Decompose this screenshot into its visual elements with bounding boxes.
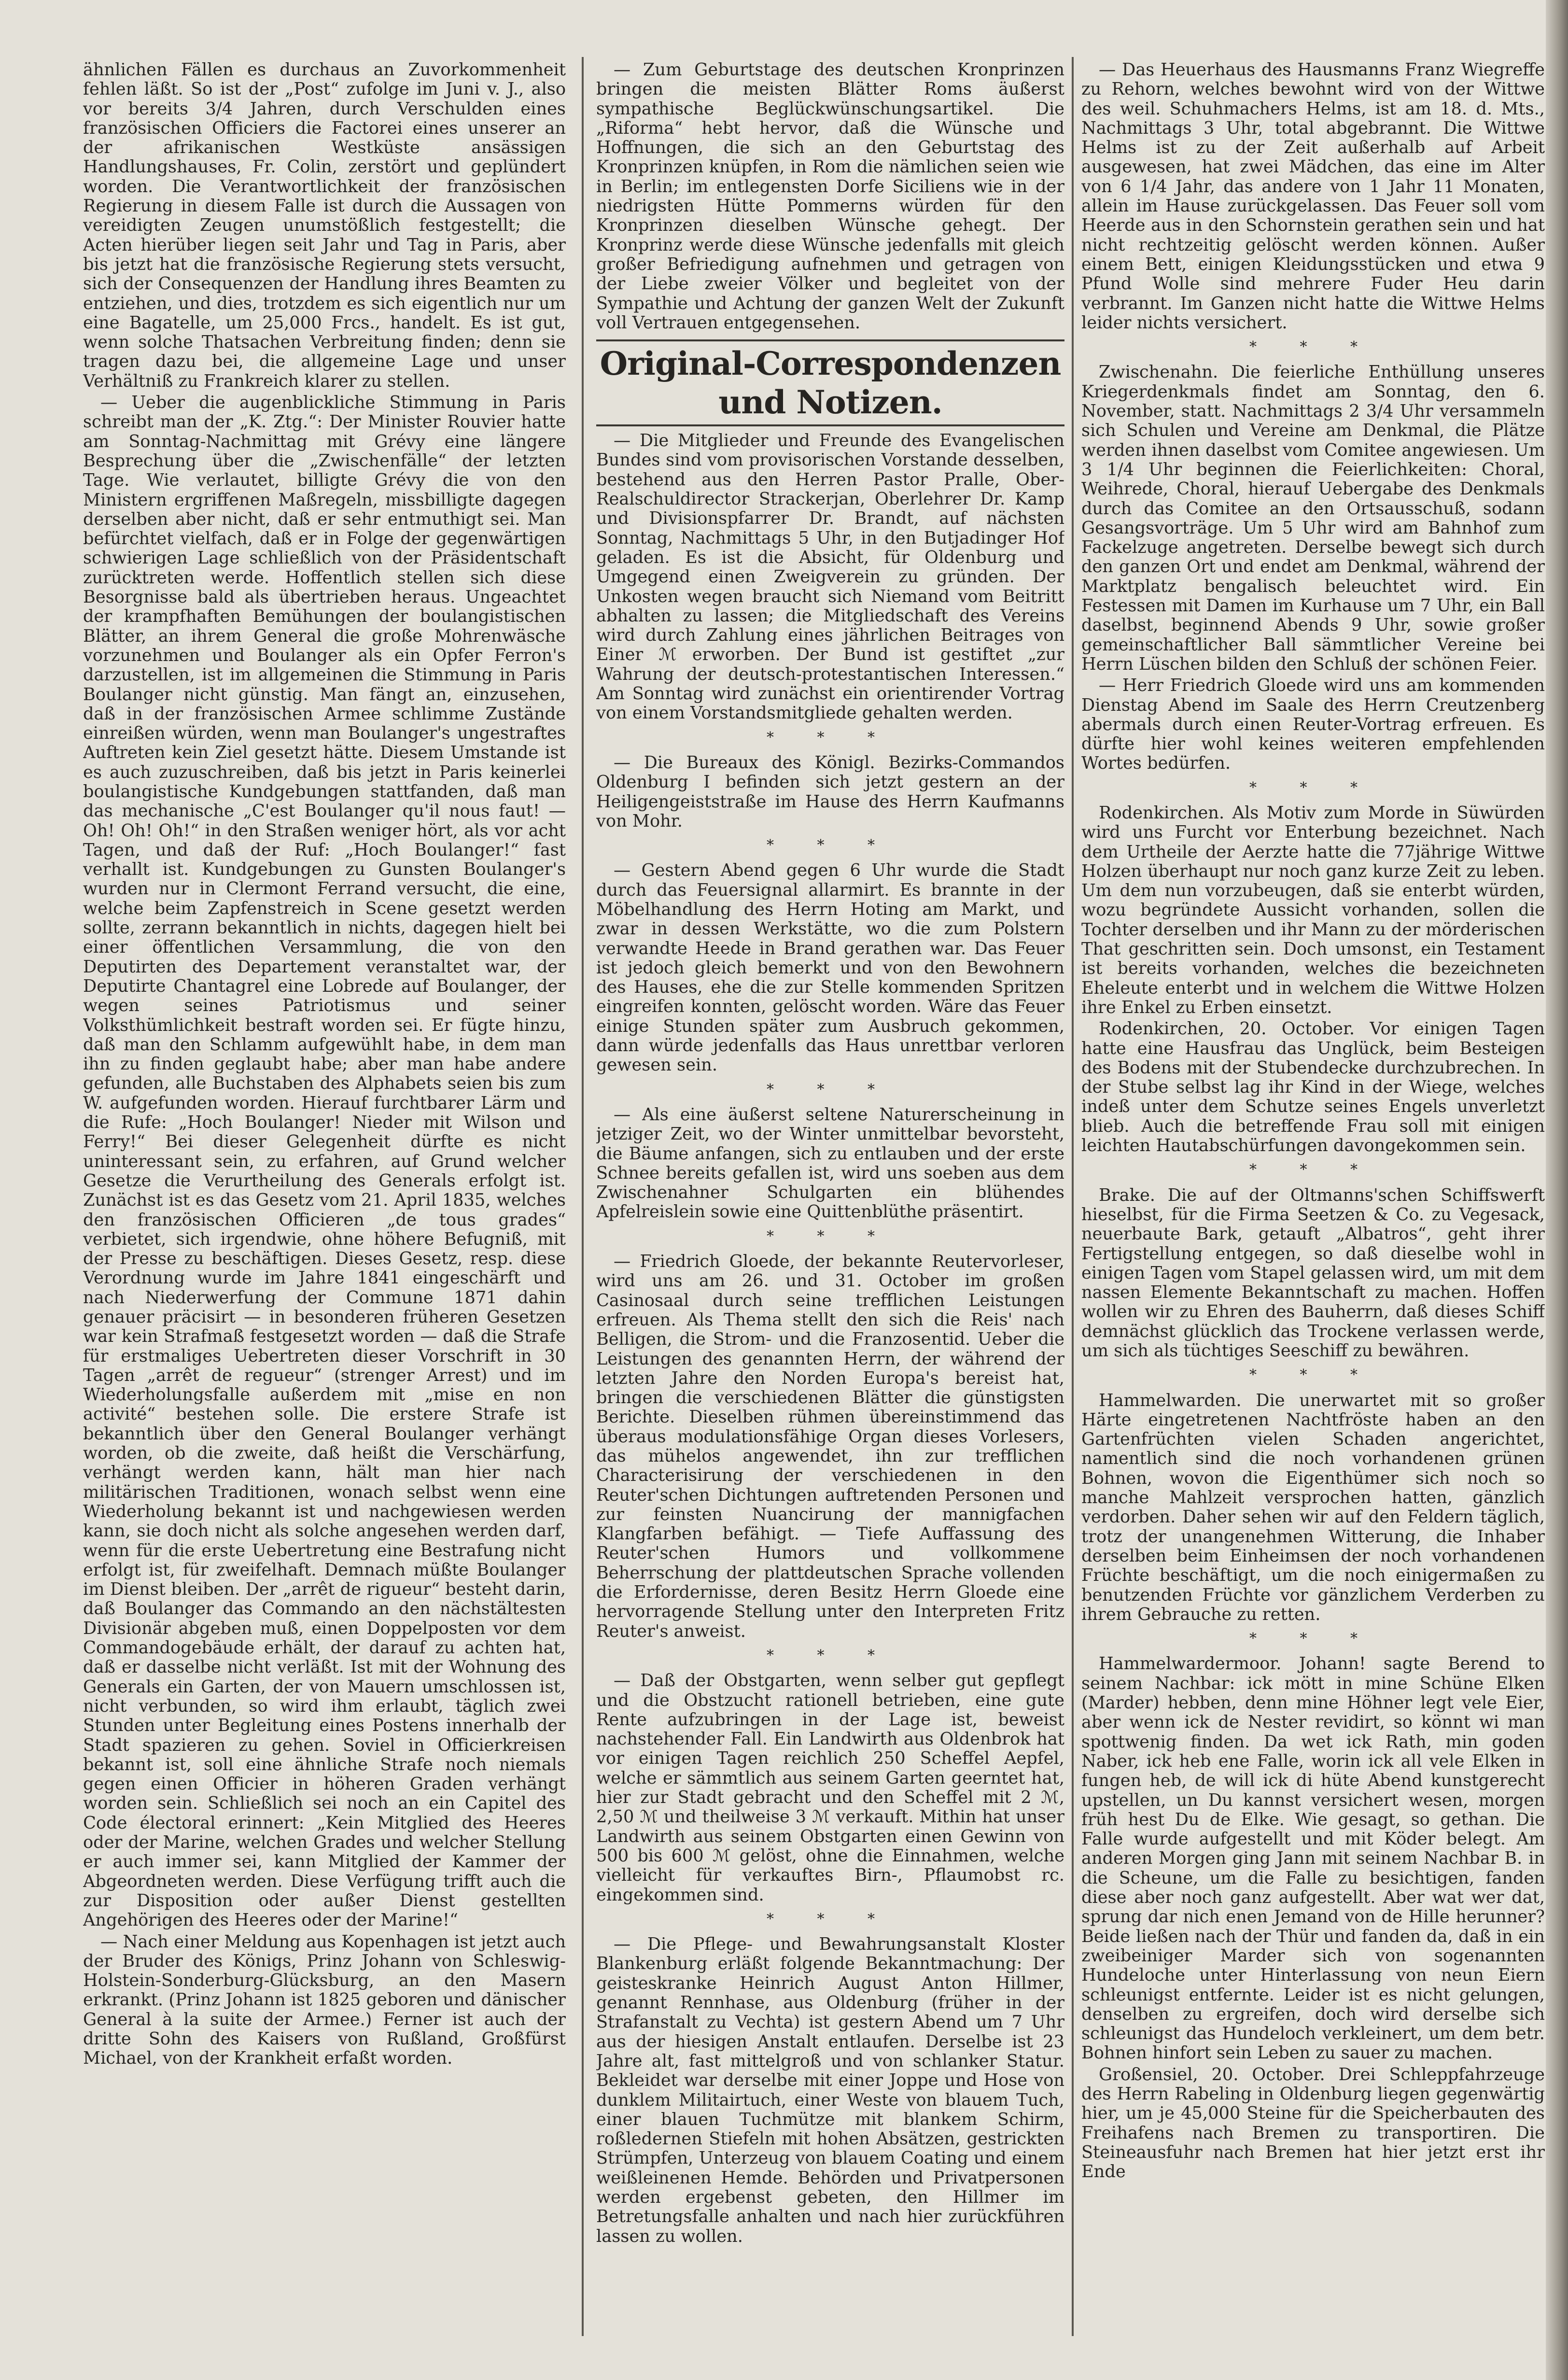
news-item: Großensiel, 20. October. Drei Schleppfahrzeuge des Herrn Rabeling in Oldenburg liegen gegenwärtig hier, um je 45,000 Steine für die Speicherbauten des Freihafens nach Bremen zu transportiren. Die Steineausfuhr nach Bremen hat hier jetzt erst ihr Ende xyxy=(1081,2064,1545,2182)
news-item: — Daß der Obstgarten, wenn selber gut gepflegt und die Obstzucht rationell betrieben, eine gute Rente aufzubringen in der Lage ist, beweist nachstehender Fall. Ein Landwirth aus Oldenbrok hat vor einigen Tagen reichlich 250 Scheffel Aepfel, welche er sämmtlich aus seinem Garten geerntet hat, hier zur Stadt gebracht und den Scheffel mit 2 ℳ, 2,50 ℳ und theilweise 3 ℳ verkauft. Mithin hat unser Landwirth aus seinem Obstgarten einen Gewinn von 500 bis 600 ℳ gelöst, ohne die Einnahmen, welche vielleicht für verkauftes Birn-, Pflaumobst rc. eingekommen sind. xyxy=(596,1671,1064,1905)
paragraph: — Ueber die augenblickliche Stimmung in Paris schreibt man der „K. Ztg.“: Der Minister Rouvier hatte am Sonntag-Nachmittag mit Grévy eine längere Besprechung über die „Zwischenfälle“ der letzten Tage. Wie verlautet, billigte Grévy die von den Ministern ergriffenen Maßregeln, missbilligte dagegen derselben aber nicht, daß er sehr entmuthigt sei. Man befürchtet vielfach, daß er in Folge der gegenwärtigen schwierigen Lage schließlich von der Präsidentschaft zurücktreten werde. Hoffentlich stellen sich diese Besorgnisse bald als übertrieben heraus. Ungeachtet der krampfhaften Bemühungen der boulangistischen Blätter, an ihrem General die große Mohrenwäsche vorzunehmen und Boulanger als ein Opfer Ferron's darzustellen, ist im allgemeinen die Stimmung in Paris Boulanger nicht günstig. Man fängt an, einzusehen, daß in der französischen Armee schlimme Zustände einreißen würden, wenn man Boulanger's ungestraftes Auftreten kein Ziel gesetzt hätte. Diesem Umstande ist es auch zuzuschreiben, daß bis jetzt in Paris keinerlei boulangistische Kundgebungen stattfanden, daß man das mechanische „C'est Boulanger qu'il nous faut! — Oh! Oh! Oh!“ in den Straßen weniger hört, als vor acht Tagen, und daß der Ruf: „Hoch Boulanger!“ fast verhallt ist. Kundgebungen zu Gunsten Boulanger's wurden nur in Clermont Ferrand versucht, die eine, welche beim Zapfenstreich in Scene gesetzt werden sollte, zerrann bekanntlich in nichts, dagegen hielt bei einer öffentlichen Versammlung, die von den Deputirten des Departement veranstaltet war, der Deputirte Chantagrel eine Lobrede auf Boulanger, der wegen seines Patriotismus und seiner Volksthümlichkeit bestraft worden sei. Er fügte hinzu, daß man den Schlamm aufgewühlt habe, in dem man ihn zu finden geglaubt habe; aber man habe andere gefunden, alle Buchstaben des Alphabets seien bis zum W. aufgefunden worden. Hierauf furchtbarer Lärm und die Rufe: „Hoch Boulanger! Nieder mit Wilson und Ferry!“ Bei dieser Gelegenheit dürfte es nicht uninteressant sein, zu erfahren, auf Grund welcher Gesetze die Verurtheilung des Generals erfolgt ist. Zunächst ist es das Gesetz vom 21. April 1835, welches den französischen Officieren „de tous grades“ verbietet, sich irgendwie, ohne höhere Befugniß, mit der Presse zu beschäftigen. Dieses Gesetz, resp. diese Verordnung wurde im Jahre 1841 eingeschärft und nach Niederwerfung der Commune 1871 dahin genauer präcisirt — in besonderen früheren Gesetzen war kein Strafmaß festgesetzt worden — daß die Strafe für erstmaliges Uebertreten dieser Vorschrift in 30 Tagen „arrêt de regueur“ (strenger Arrest) und im Wiederholungsfalle außerdem mit „mise en non activité“ bestehen solle. Die erstere Strafe ist bekanntlich über den General Boulanger verhängt worden, ob die zweite, daß heißt die Verschärfung, verhängt werden kann, hält man hier nach militärischen Traditionen, wonach selbst wenn eine Wiederholung bekannt ist und nachgewiesen werden kann, sie doch nicht als solche angesehen werden darf, wenn für die erste Uebertretung eine Bestrafung nicht erfolgt ist, für zweifelhaft. Demnach müßte Boulanger im Dienst bleiben. Der „arrêt de rigueur“ besteht darin, daß Boulanger das Commando an den nächstältesten Divisionär abgeben muß, einen Doppelposten vor dem Commandogebäude erhält, der darauf zu achten hat, daß er dasselbe nicht verläßt. Ist mit der Wohnung des Generals ein Garten, der von Mauern umschlossen ist, nicht verbunden, so wird ihm erlaubt, täglich zwei Stunden unter Begleitung eines Postens innerhalb der Stadt spazieren zu gehen. Soviel in Officierkreisen bekannt ist, soll eine ähnliche Strafe noch niemals gegen einen Officier in höheren Graden verhängt worden sein. Schließlich sei noch an ein Capitel des Code électoral erinnert: „Kein Mitglied des Heeres oder der Marine, welchen Grades und welcher Stellung er auch immer sei, kann Mitglied der Kammer der Abgeordneten werden. Diese Verfügung trifft auch die zur Disposition oder außer Dienst gestellten Angehörigen des Heeres oder der Marine!“ xyxy=(83,393,566,1930)
news-item: Rodenkirchen, 20. October. Vor einigen Tagen hatte eine Hausfrau das Unglück, beim Besteigen des Bodens mit der Stubendecke durchzubrechen. In der Stube selbst lag ihr Kind in der Wiege, welches indeß unter dem Schutze seines Engels unverletzt blieb. Auch die betreffende Frau soll mit einigen leichten Hautabschürfungen davongekommen sein. xyxy=(1081,1019,1545,1156)
separator: * * * xyxy=(766,729,895,746)
news-item: — Als eine äußerst seltene Naturerscheinung in jetziger Zeit, wo der Winter unmittelbar bevorsteht, die Bäume anfangen, sich zu entlauben und der erste Schnee bereits gefallen ist, wird uns soeben aus dem Zwischenahner Schulgarten ein blühendes Apfelreislein sowie eine Quittenblüthe präsentirt. xyxy=(596,1104,1064,1222)
column-1 xyxy=(83,60,566,2325)
separator: * * * xyxy=(766,837,895,854)
separator: * * * xyxy=(1249,779,1377,796)
column-2 xyxy=(596,60,1064,2325)
separator: * * * xyxy=(1249,1630,1377,1648)
page-edge-shadow xyxy=(1546,0,1568,2380)
separator: * * * xyxy=(766,1910,895,1928)
news-item: Rodenkirchen. Als Motiv zum Morde in Süwürden wird uns Furcht vor Enterbung bezeichnet. Nach dem Urtheile der Aerzte hatte die 77jährige Wittwe Holzen überhaupt nur noch ganz kurze Zeit zu leben. Um dem nun vorzubeugen, daß sie enterbt würden, wozu begründete Aussicht vorhanden, sollen die Tochter derselben und ihr Mann zu der mörderischen That geschritten sein. Doch umsonst, ein Testament ist bereits vorhanden, welches die bezeichneten Eheleute enterbt und in welchem die Wittwe Holzen ihre Enkel zu Erben einsetzt. xyxy=(1081,803,1545,1017)
paragraph: ähnlichen Fällen es durchaus an Zuvorkommenheit fehlen läßt. So ist der „Post“ zufolge im Juni v. J., also vor bereits 3/4 Jahren, durch Verschulden eines französischen Officiers die Factorei eines unserer an der afrikanischen Westküste ansässigen Handlungshauses, Fr. Colin, zerstört und geplündert worden. Die Verantwortlichkeit der französischen Regierung in diesem Falle ist durch die Aussagen von vereidigten Zeugen unumstößlich festgestellt; die Acten hierüber liegen seit Jahr und Tag in Paris, aber bis jetzt hat die französische Regierung stets versucht, sich der Consequenzen der Handlung ihres Beamten zu entziehen, und dies, trotzdem es sich eigentlich nur um eine Bagatelle, um 25,000 Frcs., handelt. Es ist gut, wenn solche Thatsachen Verbreitung finden; denn sie tragen dazu bei, die allgemeine Lage und unser Verhältniß zu Frankreich klarer zu stellen. xyxy=(83,60,566,391)
news-item: — Die Pflege- und Bewahrungsanstalt Kloster Blankenburg erläßt folgende Bekanntmachung: Der geisteskranke Heinrich August Anton Hillmer, genannt Rennhase, aus Oldenburg (früher in der Strafanstalt zu Vechta) ist gestern Abend um 7 Uhr aus der hiesigen Anstalt entlaufen. Derselbe ist 23 Jahre alt, fast mittelgroß und von schlanker Statur. Bekleidet war derselbe mit einer Joppe und Hose von dunklem Militairtuch, einer Weste von blauem Tuch, einer blauen Tuchmütze mit blankem Schirm, roßledernen Stiefeln mit hohen Absätzen, gestrickten Strümpfen, Unterzeug von blauem Coating und einem weißleinenen Hemde. Behörden und Privatpersonen werden ergebenst gebeten, den Hillmer im Betretungsfalle anhalten und nach hier zurückführen lassen zu wollen. xyxy=(596,1934,1064,2246)
news-item: — Die Bureaux des Königl. Bezirks-Commandos Oldenburg I befinden sich jetzt gestern an der Heiligengeiststraße im Hause des Herrn Kaufmanns von Mohr. xyxy=(596,752,1064,831)
column-3 xyxy=(1081,60,1545,2325)
separator: * * * xyxy=(1249,338,1377,356)
separator: * * * xyxy=(1249,1366,1377,1384)
news-item: — Friedrich Gloede, der bekannte Reutervorleser, wird uns am 26. und 31. October im großen Casinosaal durch seine trefflichen Leistungen erfreuen. Als Thema stellt den sich die Reis' nach Belligen, die Strom- und die Franzosentid. Ueber die Leistungen des genannten Herrn, der während der letzten Jahre den Norden Europa's bereist hat, bringen die verschiedenen Blätter die günstigsten Berichte. Dieselben rühmen übereinstimmend das überaus modulationsfähige Organ dieses Vorlesers, das mühelos angewendet, ihn zur trefflichen Characterisirung der verschiedenen in den Reuter'schen Dichtungen auftretenden Personen und zur feinsten Nuancirung der mannigfachen Klangfarben befähigt. — Tiefe Auffassung des Reuter'schen Humors und vollkommene Beherrschung der plattdeutschen Sprache vollenden die Erfordernisse, deren Besitz Herrn Gloede eine hervorragende Stellung unter den Interpreten Fritz Reuter's anweist. xyxy=(596,1252,1064,1641)
separator: * * * xyxy=(766,1647,895,1664)
news-item: Hammelwardermoor. Johann! sagte Berend to seinem Nachbar: ick mött in mine Schüne Elken (Marder) hebben, denn mine Höhner legt vele Eier, aber wenn ick de Nester revidirt, so könnt wi man spottwenig finden. Da wet ick Rath, min goden Naber, ick heb ene Falle, worin ick all vele Elken in fungen heb, de will ick di hüte Abend kunstgerecht upstellen, un Du kannst versichert wesen, morgen früh hest Du de Elke. Wie gesagt, so gethan. Die Falle wurde aufgestellt und mit Köder belegt. Am anderen Morgen ging Jann mit seinem Nachbar B. in die Scheune, um die Falle zu besichtigen, fanden diese aber noch ganz aufgestellt. Aber wat wer dat, sprung dar nich enen Jemand von de Hille herunner? Beide ließen nach der Thür und fanden da, daß in ein zweibeiniger Marder sich von sogenannten Hundeloche unter Hinterlassung von neun Eiern schleunigst entfernte. Leider ist es nicht gelungen, denselben zu ergreifen, doch wird derselbe sich schleunigst das Hundeloch verkleinert, um dem betr. Bohnen hinfort sein Leben zu sauer zu machen. xyxy=(1081,1654,1545,2063)
news-item: — Das Heuerhaus des Hausmanns Franz Wiegreffe zu Rehorn, welches bewohnt wird von der Wittwe des weil. Schuhmachers Helms, ist am 18. d. Mts., Nachmittags 3 Uhr, total abgebrannt. Die Wittwe Helms ist zu der Zeit außerhalb auf Arbeit ausgewesen, hat zwei Mädchen, das eine im Alter von 6 1/4 Jahr, das andere von 1 Jahr 11 Monaten, allein im Hause zurückgelassen. Das Feuer soll vom Heerde aus in den Schornstein gerathen sein und hat nicht rechtzeitig gelöscht werden können. Außer einem Bett, einigen Kleidungsstücken und etwa 9 Pfund Wolle sind mehrere Fuder Heu darin verbrannt. Im Ganzen nicht hatte die Wittwe Helms leider nichts versichert. xyxy=(1081,60,1545,333)
paragraph: — Nach einer Meldung aus Kopenhagen ist jetzt auch der Bruder des Königs, Prinz Johann von Schleswig-Holstein-Sonderburg-Glücksburg, an den Masern erkrankt. (Prinz Johann ist 1825 geboren und dänischer General à la suite der Armee.) Ferner ist auch der dritte Sohn des Kaisers von Rußland, Großfürst Michael, von der Krankheit erfaßt worden. xyxy=(83,1931,566,2069)
section-heading: Original-Correspondenzen und Notizen. xyxy=(596,339,1064,426)
news-item: — Gestern Abend gegen 6 Uhr wurde die Stadt durch das Feuersignal allarmirt. Es brannte in der Möbelhandlung des Herrn Hoting am Markt, und zwar in dessen Werkstätte, wo die zum Polstern verwandte Heede in Brand gerathen war. Das Feuer ist jedoch gleich bemerkt und von den Bewohnern des Hauses, ehe die zur Stelle kommenden Spritzen eingreifen konnten, gelöscht worden. Wäre das Feuer einige Stunden später zum Ausbruch gekommen, dann würde jedenfalls das Haus unrettbar verloren gewesen sein. xyxy=(596,860,1064,1075)
column-rule-left xyxy=(582,57,584,2336)
news-item: Brake. Die auf der Oltmanns'schen Schiffswerft hieselbst, für die Firma Seetzen & Co. zu Vegesack, neuerbaute Bark, getauft „Albatros“, geht ihrer Fertigstellung entgegen, so daß dieselbe wohl in einigen Tagen vom Stapel gelassen wird, um mit dem nassen Elemente Bekanntschaft zu machen. Hoffen wollen wir zu Ehren des Bauherrn, daß dieses Schiff demnächst glücklich das Trockene verlassen werde, um sich als tüchtiges Seeschiff zu bewähren. xyxy=(1081,1185,1545,1361)
column-rule-right xyxy=(1072,57,1074,2336)
news-item: Hammelwarden. Die unerwartet mit so großer Härte eingetretenen Nachtfröste haben an den Gartenfrüchten vielen Schaden angerichtet, namentlich sind die noch vorhandenen grünen Bohnen, wovon die Eigenthümer sich noch so manche Mahlzeit versprochen hatten, gänzlich verdorben. Daher sehen wir auf den Feldern täglich, trotz der unangenehmen Witterung, die Inhaber derselben beim Einheimsen der noch vorhandenen Früchte beschäftigt, um die noch einigermaßen zu benutzenden Früchte vor gänzlichem Verderben zu ihrem Gebrauche zu retten. xyxy=(1081,1390,1545,1624)
paragraph: — Zum Geburtstage des deutschen Kronprinzen bringen die meisten Blätter Roms äußerst sympathische Beglückwünschungsartikel. Die „Riforma“ hebt hervor, daß die Wünsche und Hoffnungen, die sich an den Geburtstag des Kronprinzen knüpfen, in Rom die nämlichen seien wie in Berlin; im entlegensten Dorfe Siciliens wie in der niedrigsten Hütte Pommerns würden für den Kronprinzen dieselben Wünsche gehegt. Der Kronprinz werde diese Wünsche jedenfalls mit gleich großer Befriedigung aufnehmen und getragen von der Liebe zweier Völker und begleitet von der Sympathie und Achtung der ganzen Welt der Zukunft voll Vertrauen entgegensehen. xyxy=(596,60,1064,333)
news-item: — Herr Friedrich Gloede wird uns am kommenden Dienstag Abend im Saale des Herrn Creutzenberg abermals durch einen Reuter-Vortrag erfreuen. Es dürfte hier wohl keines weiteren empfehlenden Wortes bedürfen. xyxy=(1081,676,1545,774)
news-item: Zwischenahn. Die feierliche Enthüllung unseres Kriegerdenkmals findet am Sonntag, den 6. November, statt. Nachmittags 2 3/4 Uhr versammeln sich Schulen und Vereine am Denkmal, die Plätze werden ihnen daselbst vom Comitee angewiesen. Um 3 1/4 Uhr beginnen die Feierlichkeiten: Choral, Weihrede, Choral, hierauf Uebergabe des Denkmals durch das Comitee an den Ortsausschuß, sodann Gesangsvorträge. Um 5 Uhr wird am Bahnhof zum Fackelzuge angetreten. Derselbe bewegt sich durch den ganzen Ort und endet am Denkmal, während der Marktplatz bengalisch beleuchtet wird. Ein Festessen mit Damen im Kurhause um 7 Uhr, ein Ball daselbst, beginnend Abends 9 Uhr, sowie großer gemeinschaftlicher Ball sämmtlicher Vereine bei Herrn Lüschen bilden den Schluß der schönen Feier. xyxy=(1081,362,1545,674)
separator: * * * xyxy=(1249,1161,1377,1179)
separator: * * * xyxy=(766,1081,895,1098)
separator: * * * xyxy=(766,1227,895,1245)
news-item: — Die Mitglieder und Freunde des Evangelischen Bundes sind vom provisorischen Vorstande desselben, bestehend aus den Herren Pastor Pralle, Ober-Realschuldirector Strackerjan, Oberlehrer Dr. Kamp und Divisionspfarrer Dr. Brandt, auf nächsten Sonntag, Nachmittags 5 Uhr, in den Butjadinger Hof geladen. Es ist die Absicht, für Oldenburg und Umgegend einen Zweigverein zu gründen. Der Unkosten wegen braucht sich Niemand vom Beitritt abhalten zu lassen; die Mitgliedschaft des Vereins wird durch Zahlung eines jährlichen Beitrages von Einer ℳ erworben. Der Bund ist gestiftet „zur Wahrung der deutsch-protestantischen Interessen.“ Am Sonntag wird zunächst ein orientirender Vortrag von einem Vorstandsmitgliede gehalten werden. xyxy=(596,431,1064,723)
